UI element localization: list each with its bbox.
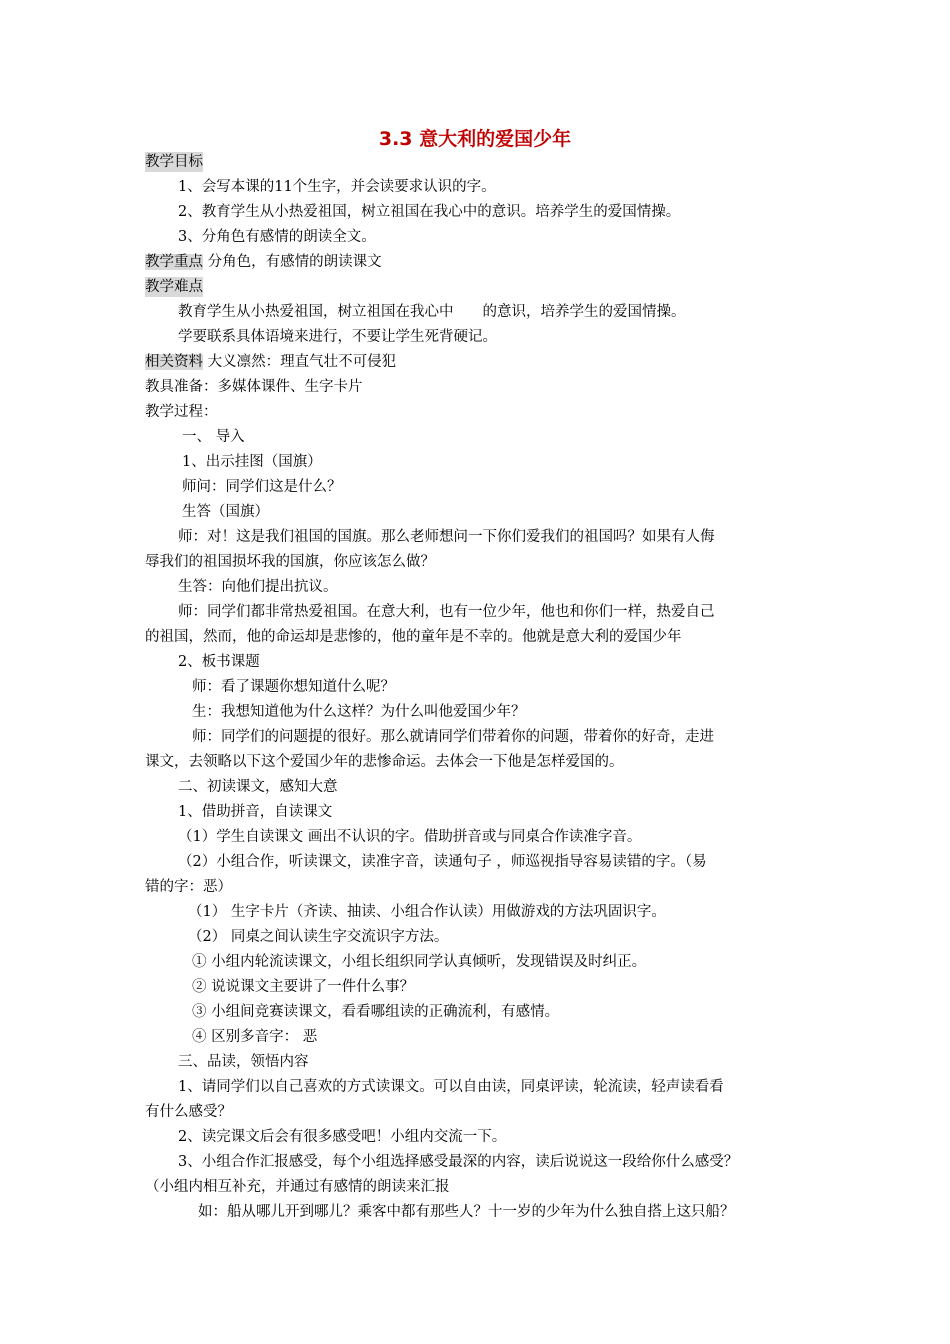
objectives-heading: 教学目标 (145, 154, 203, 170)
key-point-heading: 教学重点 (145, 254, 203, 270)
paragraph-line: 师：看了课题你想知道什么呢？ (192, 679, 395, 695)
paragraph-line: 生答：向他们提出抗议。 (178, 579, 338, 595)
process-heading: 教学过程： (145, 404, 218, 420)
objective-2: 2、教育学生从小热爱祖国，树立祖国在我心中的意识。培养学生的爱国情操。 (178, 204, 681, 220)
paragraph-line: 1、借助拼音，自读课文 (178, 804, 333, 820)
paragraph-line: ③ 小组间竞赛读课文，看看哪组读的正确流利，有感情。 (192, 1004, 560, 1020)
paragraph-line: （小组内相互补充，并通过有感情的朗读来汇报 (145, 1179, 450, 1195)
paragraph-line: （2） 同桌之间认读生字交流识字方法。 (188, 929, 449, 945)
paragraph-line: 生：我想知道他为什么这样？为什么叫他爱国少年？ (192, 704, 526, 720)
paragraph-line: （1） 生字卡片（齐读、抽读、小组合作认读）用做游戏的方法巩固识字。 (188, 904, 666, 920)
resources-heading: 相关资料 (145, 354, 203, 370)
section-1-heading: 一、 导入 (182, 429, 245, 445)
paragraph-line: 1、请同学们以自己喜欢的方式读课文。可以自由读，同桌评读，轮流读，轻声读看看 (178, 1079, 724, 1095)
paragraph-line: （2）小组合作，听读课文，读准字音，读通句子 ，师巡视指导容易读错的字。（易 (178, 854, 707, 870)
paragraph-line: 师：同学们的问题提的很好。那么就请同学们带着你的问题，带着你的好奇，走进 (192, 729, 714, 745)
paragraph-line: 师：同学们都非常热爱祖国。在意大利，也有一位少年，他也和你们一样，热爱自己 (178, 604, 715, 620)
paragraph-line: 2、读完课文后会有很多感受吧！小组内交流一下。 (178, 1129, 507, 1145)
paragraph-line: 辱我们的祖国损坏我的国旗，你应该怎么做？ (145, 554, 435, 570)
paragraph-line: 错的字：恶） (145, 879, 232, 895)
section-2-heading: 二、初读课文，感知大意 (178, 779, 338, 795)
paragraph-line: ② 说说课文主要讲了一件什么事？ (192, 979, 415, 995)
objective-1: 1、会写本课的11个生字，并会读要求认识的字。 (178, 179, 496, 195)
paragraph-line: ① 小组内轮流读课文，小组长组织同学认真倾听，发现错误及时纠正。 (192, 954, 647, 970)
paragraph-line: ④ 区别多音字： 恶 (192, 1029, 318, 1045)
difficulty-heading: 教学难点 (145, 279, 203, 295)
paragraph-line: 师：对！这是我们祖国的国旗。那么老师想问一下你们爱我们的祖国吗？如果有人侮 (178, 529, 715, 545)
objective-3: 3、分角色有感情的朗读全文。 (178, 229, 376, 245)
paragraph-line: 如：船从哪儿开到哪儿？乘客中都有那些人？十一岁的少年为什么独自搭上这只船？ (198, 1204, 735, 1220)
paragraph-line: 2、板书课题 (178, 654, 260, 670)
paragraph-line: 生答（国旗） (182, 504, 269, 520)
page-title: 3.3 意大利的爱国少年 (378, 128, 572, 150)
paragraph-line: 的祖国，然而，他的命运却是悲惨的，他的童年是不幸的。他就是意大利的爱国少年 (145, 629, 682, 645)
difficulty-line-2: 学要联系具体语境来进行，不要让学生死背硬记。 (178, 329, 497, 345)
resources-text: 大义凛然：理直气壮不可侵犯 (207, 354, 397, 370)
paragraph-line: （1）学生自读课文 画出不认识的字。借助拼音或与同桌合作读准字音。 (178, 829, 642, 845)
resources-row (145, 352, 396, 372)
tools-line: 教具准备：多媒体课件、生字卡片 (145, 379, 363, 395)
paragraph-line: 师问：同学们这是什么？ (182, 479, 342, 495)
paragraph-line: 3、小组合作汇报感受，每个小组选择感受最深的内容，读后说说这一段给你什么感受？ (178, 1154, 739, 1170)
paragraph-line: 1、出示挂图（国旗） (182, 454, 322, 470)
paragraph-line: 有什么感受？ (145, 1104, 232, 1120)
paragraph-line: 课文，去领略以下这个爱国少年的悲惨命运。去体会一下他是怎样爱国的。 (145, 754, 624, 770)
section-3-heading: 三、品读，领悟内容 (178, 1054, 309, 1070)
difficulty-line-1: 教育学生从小热爱祖国，树立祖国在我心中 的意识，培养学生的爱国情操。 (178, 304, 686, 320)
key-point-row (145, 252, 382, 272)
key-point-text: 分角色，有感情的朗读课文 (207, 254, 382, 270)
